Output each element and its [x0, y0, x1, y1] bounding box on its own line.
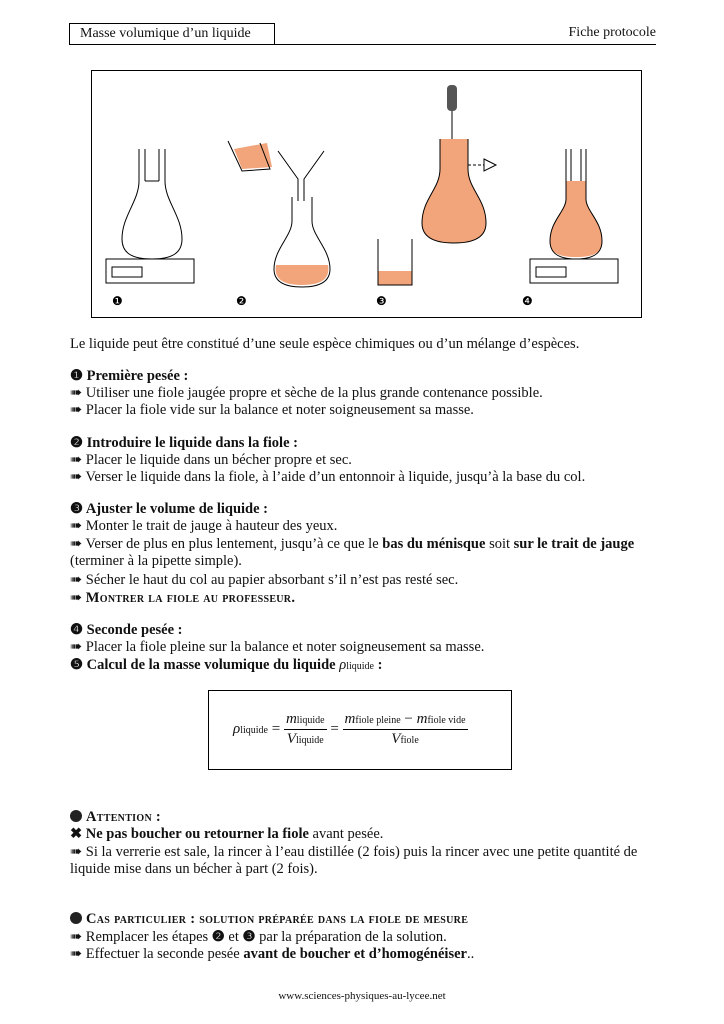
- attention-line1: ✖ Ne pas boucher ou retourner la fiole avant pesée.: [70, 826, 384, 842]
- formula-expression: ρliquide = $\frac{\text{mliquide}}{\text{Vliquide}}$ = $\frac{\text{mfiole pleine − mfiole vide}}{\text{Vfiole}}$: [233, 711, 466, 747]
- fraction-2: $\frac{\text{mfiole pleine − mfiole vide}}{\text{Vfiole}}$: [344, 711, 466, 747]
- header-title-box: [69, 23, 275, 45]
- step4-line: ➠ Placer la fiole pleine sur la balance et noter soigneusement sa masse.: [70, 639, 485, 655]
- cas-title: Cas particulier : solution préparée dans la fiole de mesure: [70, 911, 660, 928]
- formula-box: [208, 690, 512, 770]
- protocol-illustration: [92, 71, 641, 317]
- cas-line1: ➠ Remplacer les étapes ❷ et ❸ par la préparation de la solution.: [70, 929, 447, 945]
- step3-line3: ➠ Sécher le haut du col au papier absorbant s’il n’est pas resté sec.: [70, 572, 459, 588]
- step5-title: ❺ Calcul de la masse volumique du liquide ρliquide :: [70, 657, 383, 673]
- balance-1: [106, 259, 194, 283]
- step-label-3: ❸: [376, 294, 387, 308]
- step1-title: ❶ Première pesée :: [70, 368, 189, 384]
- step3-title: ❸ Ajuster le volume de liquide :: [70, 501, 269, 517]
- step2-title: ❷ Introduire le liquide dans la fiole :: [70, 435, 298, 451]
- step3-pipette-flask: [422, 85, 496, 243]
- step3-line4: ➠ Montrer la fiole au professeur.: [70, 590, 296, 606]
- step3-line2: ➠ Verser de plus en plus lentement, jusqu’à ce que le bas du ménisque soit sur le trait de jauge (terminer à la pipette simple).: [70, 536, 635, 569]
- header-rule: [69, 44, 656, 45]
- header-right: Fiche protocole: [568, 25, 656, 40]
- fraction-1: $\frac{\text{mliquide}}{\text{Vliquide}}$: [285, 711, 325, 747]
- step1-line1: ➠ Utiliser une fiole jaugée propre et sèche de la plus grande contenance possible.: [70, 385, 543, 401]
- step-label-1: ❶: [112, 294, 123, 308]
- step-label-4: ❹: [522, 294, 533, 308]
- step-label-2: ❷: [236, 294, 247, 308]
- volumetric-flask-1: [122, 149, 182, 259]
- volumetric-flask-3: [422, 139, 486, 243]
- protocol-figure: [91, 70, 642, 318]
- eye-level-arrow: [484, 159, 496, 171]
- step2-pouring: [228, 141, 330, 287]
- step3-line1: ➠ Monter le trait de jauge à hauteur des yeux.: [70, 518, 338, 534]
- attention-line2: ➠ Si la verrerie est sale, la rincer à l’eau distillée (2 fois) puis la rincer avec une petite quantité de liquide mise dans un bécher à part (2 fois).: [70, 844, 638, 877]
- step3-beaker: [378, 239, 412, 285]
- intro-text: Le liquide peut être constitué d’une seule espèce chimiques ou d’un mélange d’espèces.: [70, 336, 580, 352]
- step2-line1: ➠ Placer le liquide dans un bécher propre et sec.: [70, 452, 352, 468]
- cas-line2: ➠ Effectuer la seconde pesée avant de boucher et d’homogénéiser..: [70, 946, 475, 962]
- footer-url: www.sciences-physiques-au-lycee.net: [278, 990, 446, 1002]
- stop-icon: [70, 912, 82, 924]
- step1-line2: ➠ Placer la fiole vide sur la balance et noter soigneusement sa masse.: [70, 402, 474, 418]
- stop-icon: [70, 810, 82, 822]
- balance-4: [530, 259, 618, 283]
- step4-flask-on-balance: [530, 149, 618, 283]
- step1-flask-on-balance: [106, 149, 194, 283]
- pipette-bulb: [447, 85, 457, 111]
- step2-line2: ➠ Verser le liquide dans la fiole, à l’aide d’un entonnoir à liquide, jusqu’à la base du col.: [70, 469, 586, 485]
- step4-title: ❹ Seconde pesée :: [70, 622, 183, 638]
- attention-title: Attention :: [70, 809, 660, 826]
- header-title: Masse volumique d’un liquide: [80, 26, 251, 41]
